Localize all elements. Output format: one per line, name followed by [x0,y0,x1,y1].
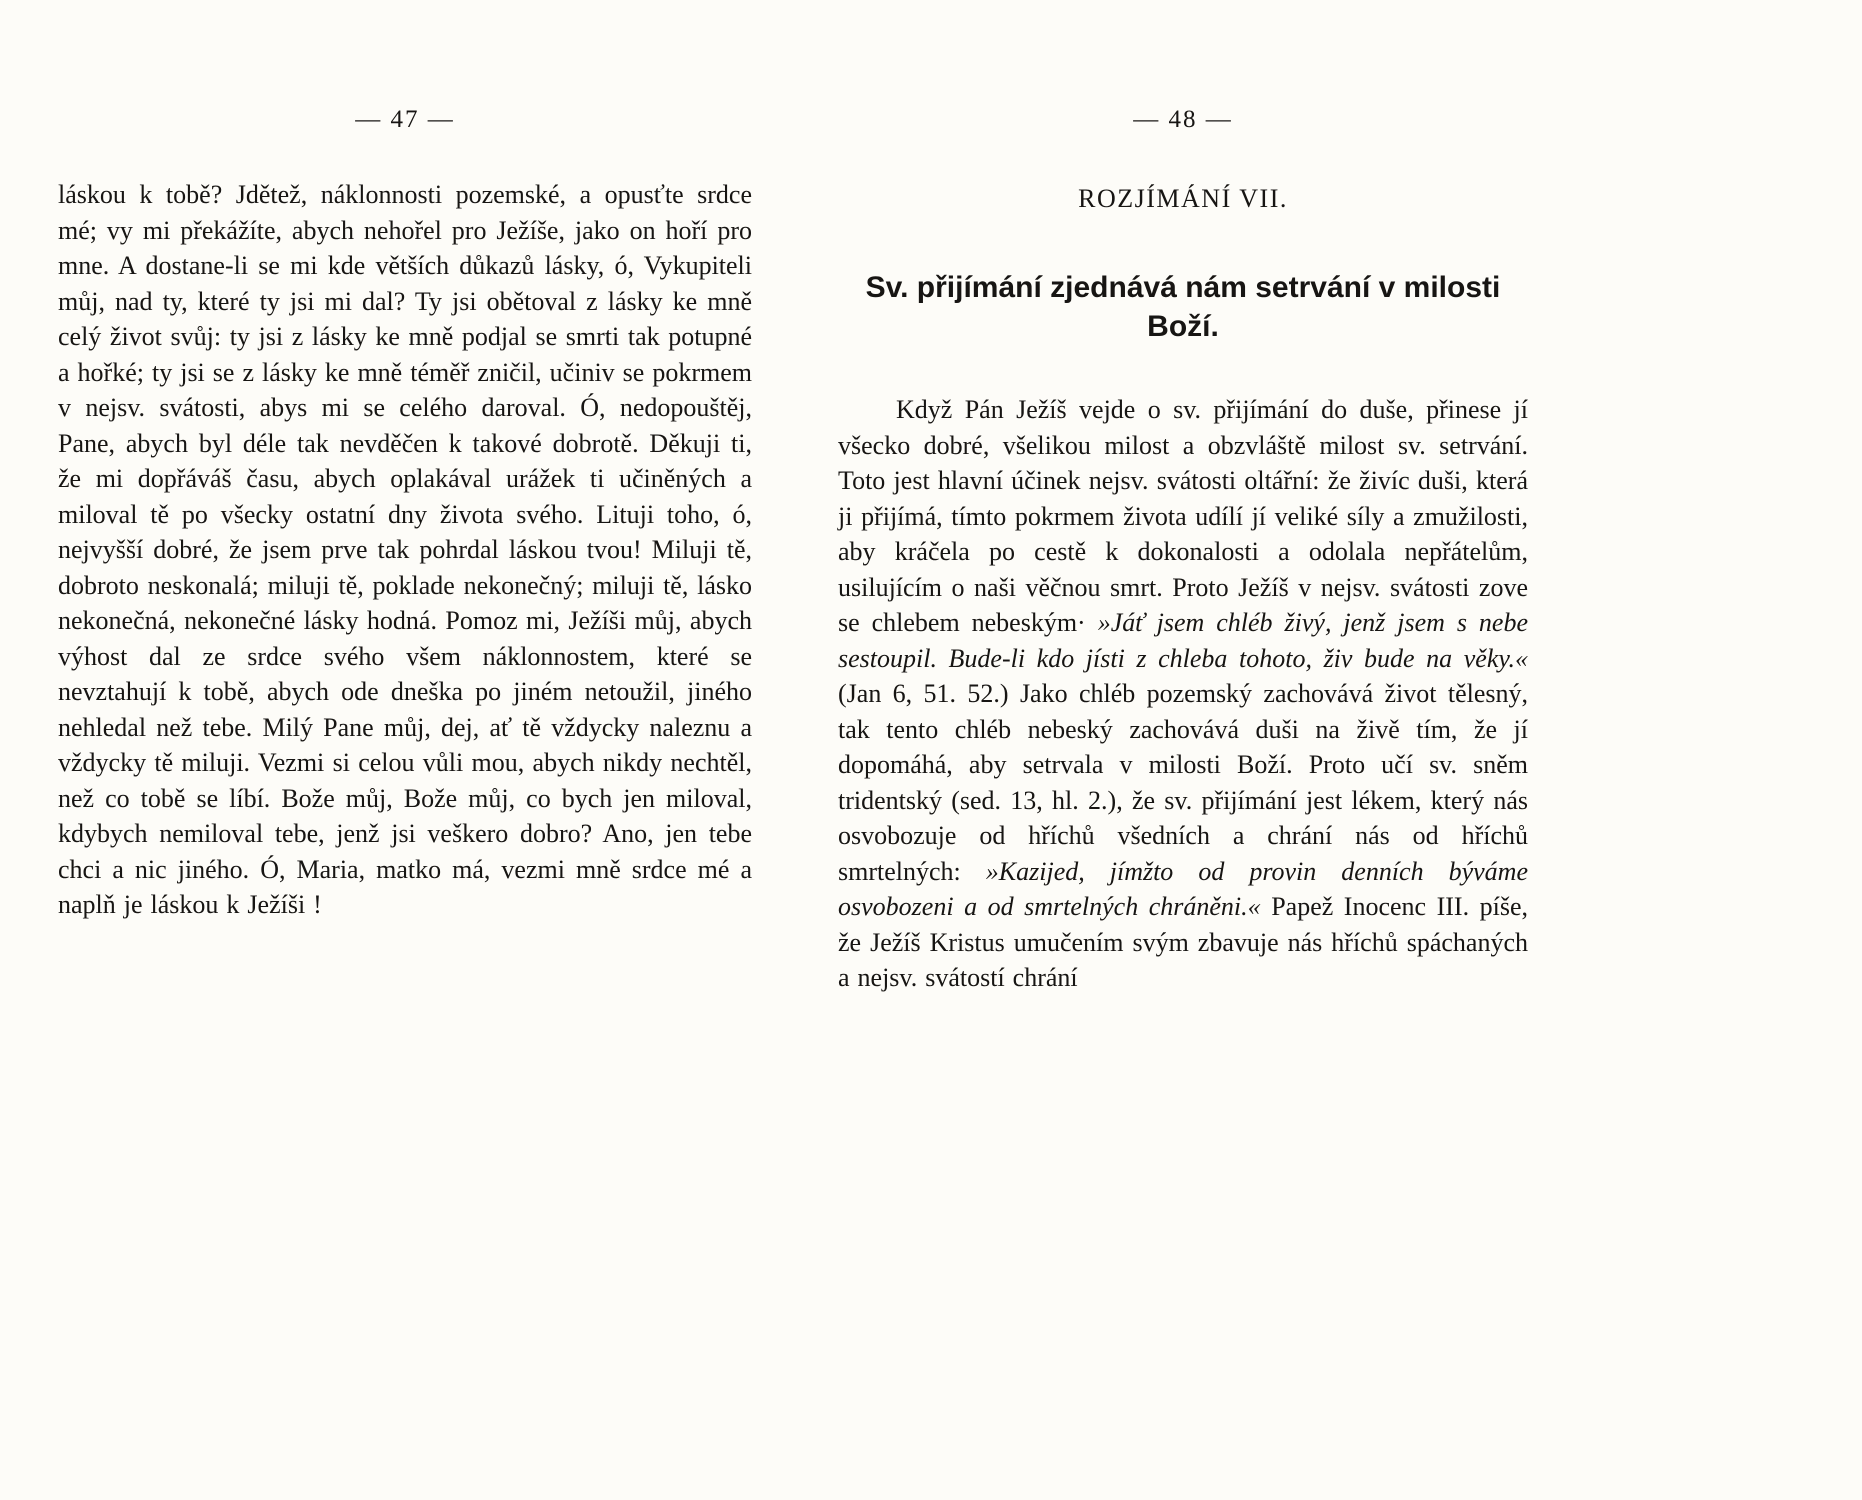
paragraph [58,177,752,923]
right-page [838,106,1528,996]
left-page-text-block [58,177,752,923]
text-segment: Papež Inocenc III. píše, že Ježíš Kristus umučením svým zbavuje nás hříchů spáchaných a nejsv. svátostí chrání [838,892,1529,992]
italic-text-segment: »Kazijed, jímžto od provin denních býváme osvobozeni a od smrtelných chráněni.« [838,856,1528,921]
paragraph [838,392,1528,996]
page-number-left: — 47 — [355,106,455,133]
page-number-right: — 48 — [1133,106,1233,133]
text-segment: láskou k tobě? Jdětež, náklonnosti pozemské, a opusťte srdce mé; vy mi překážíte, abych nehořel pro Ježíše, jako on hoří pro mne. A dostane-li se mi kde větších důkazů lásky, ó, Vykupiteli můj, nad ty, které ty jsi mi dal? Ty jsi obětoval z lásky ke mně celý život svůj: ty jsi z lásky ke mně podjal se smrti tak potupné a hořké; ty jsi se z lásky ke mně téměř zničil, učiniv se pokrmem v nejsv. svátosti, abys mi se celého daroval. Ó, nedopouštěj, Pane, abych byl déle tak nevděčen k takové dobrotě. Děkuji ti, že mi dopřáváš času, abych oplakával urážek ti učiněných a miloval tě po všecky ostatní dny života svého. Lituji toho, ó, nejvyšší dobré, že jsem prve tak pohrdal láskou tvou! Miluji tě, dobroto neskonalá; miluji tě, poklade nekonečný; miluji tě, lásko nekonečná, nekonečné lásky hodná. Pomoz mi, Ježíši můj, abych výhost dal ze srdce svého všem náklonnostem, které se nevztahují k tobě, abych ode dneška po jiném netoužil, jiného nehledal než tebe. Milý Pane můj, dej, ať tě vždycky naleznu a vždycky tě miluji. Vezmi si celou vůli mou, abych nikdy nechtěl, než co tobě se líbí. Bože můj, Bože můj, co bych jen miloval, kdybych nemiloval tebe, jenž jsi veškero dobro? Ano, jen tebe chci a nic jiného. Ó, Maria, matko má, vezmi mně srdce mé a naplň je láskou k Ježíši ! [58,180,752,919]
italic-text-segment: »Jáť jsem chléb živý, jenž jsem s nebe sestoupil. Bude-li kdo jísti z chleba tohoto, živ bude na věky.« [838,608,1529,673]
text-segment: Když Pán Ježíš vejde o sv. přijímání do duše, přinese jí všecko dobré, všelikou milost a obzvláště milost sv. setrvání. Toto jest hlavní účinek nejsv. svátosti oltářní: že živíc duši, která ji přijímá, tímto pokrmem života udílí jí veliké síly a zmužilosti, aby kráčela po cestě k dokonalosti a odolala nepřátelům, usilujícím o naši věčnou smrt. Proto Ježíš v nejsv. svátosti zove se chlebem nebeským· [838,395,1528,637]
section-title: Sv. přijímání zjednává nám setrvání v milosti Boží. [865,271,1501,343]
left-page [58,106,752,923]
right-page-text-block [838,392,1528,996]
chapter-heading: ROZJÍMÁNÍ VII. [1078,184,1288,213]
text-segment: (Jan 6, 51. 52.) Jako chléb pozemský zachovává život tělesný, tak tento chléb nebeský zachovává duši na živě tím, že jí dopomáhá, aby setrvala v milosti Boží. Proto učí sv. sněm tridentský (sed. 13, hl. 2.), že sv. přijímání jest lékem, který nás osvobozuje od hříchů všedních a chrání nás od hříchů smrtelných: [838,679,1528,886]
